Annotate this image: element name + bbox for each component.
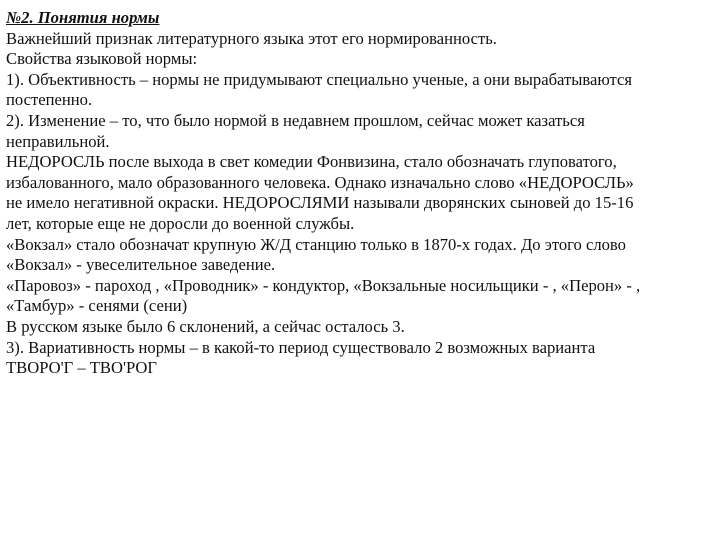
slide-title: №2. Понятия нормы <box>6 8 160 27</box>
text-line: В русском языке было 6 склонений, а сейчас осталось 3. <box>6 316 405 336</box>
text-line: НЕДОРОСЛЬ после выхода в свет комедии Фонвизина, стало обозначать глуповатого, <box>6 152 617 172</box>
text-line: 1). Объективность – нормы не придумывают специально ученые, а они вырабатываются <box>6 69 632 89</box>
text-line: «Вокзал» стало обозначат крупную Ж/Д станцию только в 1870-х годах. До этого слово <box>6 234 626 254</box>
text-line: «Тамбур» - сенями (сени) <box>6 296 188 316</box>
text-line: 2). Изменение – то, что было нормой в недавнем прошлом, сейчас может казаться <box>6 110 585 130</box>
text-line: ТВОРО'Г – ТВО'РОГ <box>6 358 157 378</box>
text-line: Свойства языковой нормы: <box>6 49 198 69</box>
text-line: не имело негативной окраски. НЕДОРОСЛЯМИ называли дворянских сыновей до 15-16 <box>6 193 634 213</box>
text-line: лет, которые еще не доросли до военной службы. <box>6 213 355 233</box>
text-line: «Вокзал» - увеселительное заведение. <box>6 255 276 275</box>
text-line: «Паровоз» - пароход , «Проводник» - кондуктор, «Вокзальные носильщики - , «Перон» - , <box>6 275 641 295</box>
text-line: избалованного, мало образованного человека. Однако изначально слово «НЕДОРОСЛЬ» <box>6 172 634 192</box>
slide-title-line <box>6 8 706 29</box>
text-line: неправильной. <box>6 131 110 151</box>
text-line: постепенно. <box>6 90 93 110</box>
text-line: Важнейший признак литературного языка этот его нормированность. <box>6 28 497 48</box>
slide-text <box>6 8 706 379</box>
text-line: 3). Вариативность нормы – в какой-то период существовало 2 возможных варианта <box>6 337 596 357</box>
